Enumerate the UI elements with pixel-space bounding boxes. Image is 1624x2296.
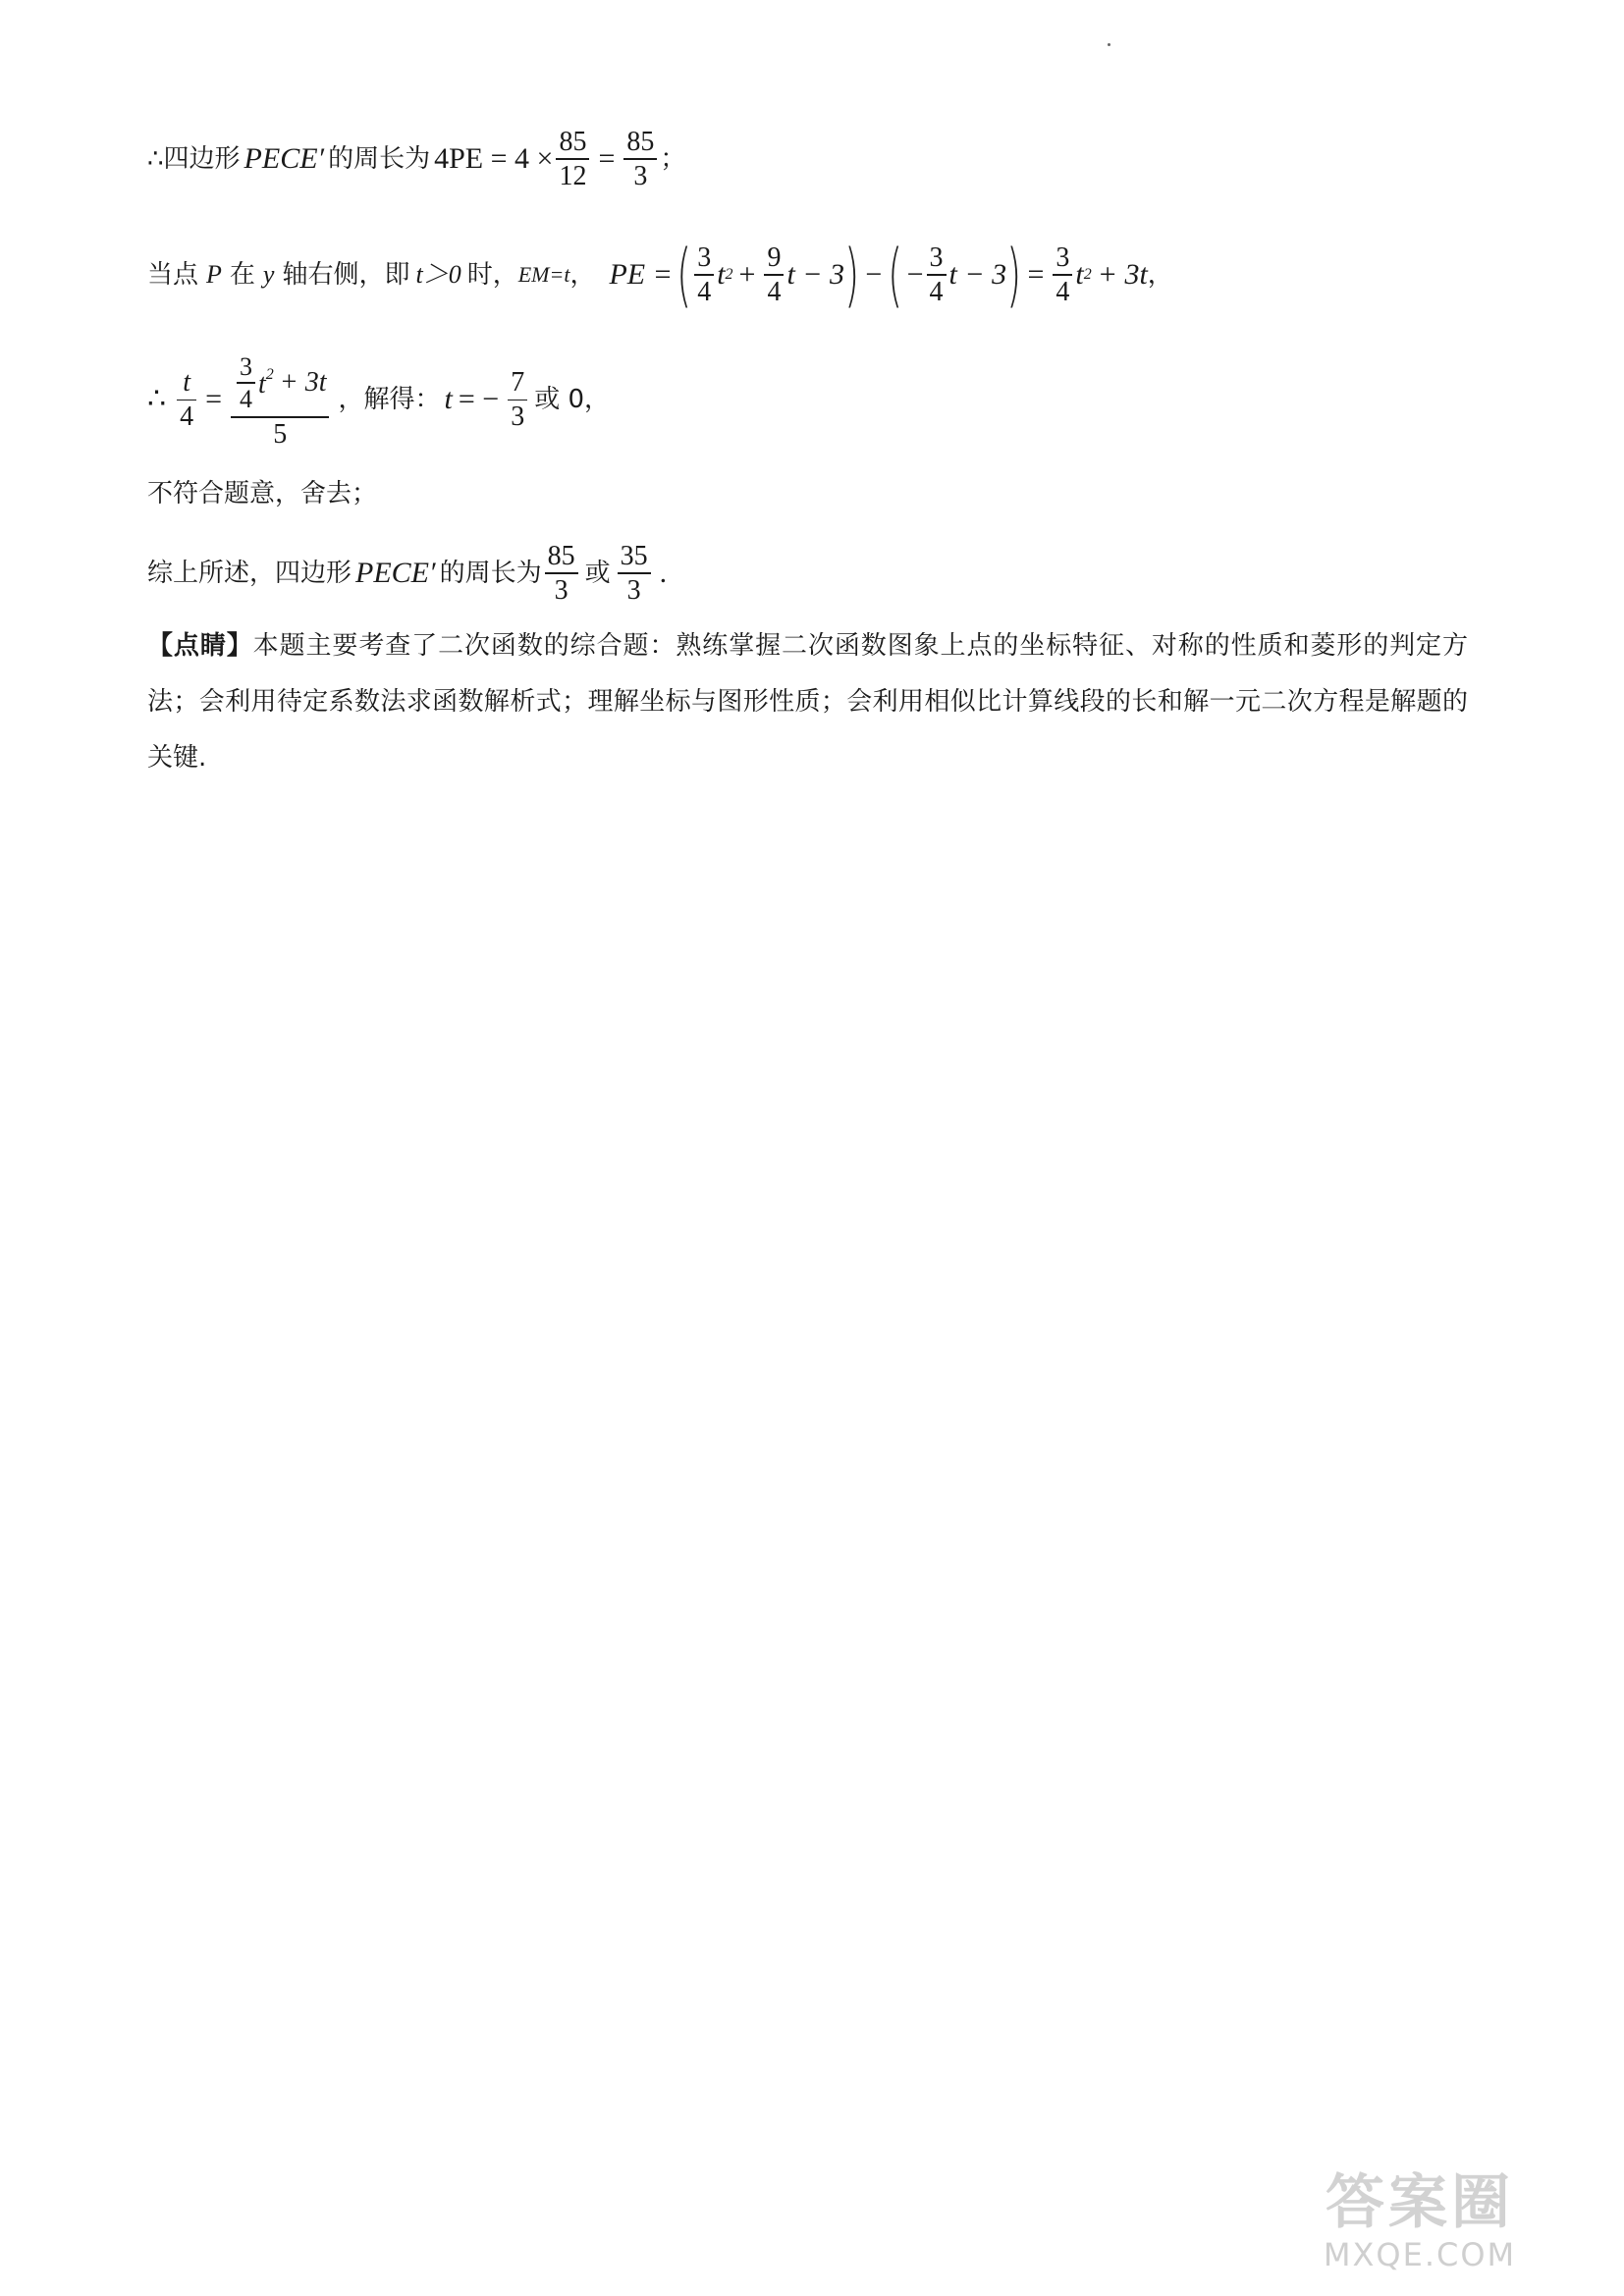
- equals-sign: =: [598, 142, 616, 176]
- frac-numerator: 35: [620, 541, 648, 571]
- frac-denominator: 4: [767, 276, 782, 307]
- condition-t: t＞0: [415, 260, 461, 289]
- text-segment: 在: [229, 260, 255, 290]
- comment-tag: 【点睛】: [147, 631, 253, 661]
- frac-denominator: 3: [511, 401, 525, 433]
- equals-sign: =: [1027, 258, 1045, 291]
- fraction-85-12: [556, 126, 589, 192]
- right-paren: ): [1006, 235, 1022, 315]
- t-squared: [717, 260, 732, 290]
- case-right-line: [147, 235, 1173, 315]
- frac-numerator: 3: [1056, 241, 1070, 273]
- plus-3t: + 3t: [1097, 258, 1148, 291]
- fraction-3-4: [694, 241, 714, 308]
- line1-shape: PECE′: [244, 142, 325, 176]
- text-segment: 轴右侧，即: [282, 260, 410, 290]
- fraction-3-4: [237, 351, 255, 414]
- t-var: t: [444, 383, 453, 416]
- negative-sign: −: [906, 258, 924, 291]
- compound-fraction: [231, 349, 329, 451]
- compound-numerator: [231, 349, 329, 416]
- line1-prefix: ∴四边形: [147, 144, 241, 175]
- comment-paragraph: [147, 618, 1468, 786]
- frac-numerator: 3: [697, 241, 712, 273]
- quadrilateral-name: PECE′: [355, 557, 436, 590]
- frac-numerator: t: [183, 367, 190, 399]
- speck-mark: [1108, 43, 1110, 46]
- fraction-9-4: [764, 241, 784, 308]
- t-squared: [258, 367, 274, 399]
- perimeter-line-1: [147, 126, 685, 192]
- exponent-2: 2: [265, 365, 274, 383]
- reject-line: 不符合题意，舍去；: [147, 479, 378, 508]
- frac-denominator: 4: [240, 384, 253, 413]
- therefore-symbol: ∴: [147, 383, 167, 416]
- plus-3t: + 3t: [279, 367, 327, 399]
- t-minus-3: t − 3: [948, 258, 1007, 291]
- frac-numerator: 7: [511, 367, 525, 399]
- plus-sign: +: [738, 258, 756, 291]
- equals-negative: = −: [458, 383, 500, 416]
- or-zero-text: 或 0，: [534, 385, 610, 415]
- frac-numerator: 85: [559, 127, 587, 157]
- em-equals-t: EM=t: [517, 262, 570, 287]
- fraction-35-3: [618, 540, 651, 607]
- fraction-t-4: [177, 366, 196, 433]
- equation-line: [147, 349, 610, 451]
- text-segment: 时，: [466, 260, 518, 290]
- t-squared: [1075, 260, 1091, 290]
- frac-denominator: 4: [180, 401, 194, 433]
- line1-end: ；: [660, 144, 686, 175]
- frac-denominator: 4: [1056, 276, 1070, 307]
- frac-denominator: 3: [554, 574, 568, 606]
- conclusion-line: [147, 540, 667, 607]
- watermark-logo: [1272, 2168, 1567, 2276]
- axis-y: y: [262, 260, 275, 289]
- t-minus-3: t − 3: [786, 258, 845, 291]
- right-paren: ): [844, 235, 860, 315]
- t-var: t: [258, 368, 266, 400]
- comment-body: 本题主要考查了二次函数的综合题：熟练掌握二次函数图象上点的坐标特征、对称的性质和菱形的判定方法；会利用待定系数法求函数解析式；理解坐标与图形性质；会利用相似比计算线段的长和解一元二次方程是解题的关键.: [147, 631, 1468, 773]
- solve-text: ，解得：: [338, 385, 441, 415]
- watermark-top-text: 答案圈: [1326, 2168, 1514, 2237]
- fraction-85-3: [623, 126, 657, 192]
- t-var: t: [1075, 258, 1084, 291]
- pe-lhs: PE =: [609, 258, 673, 291]
- frac-denominator: 4: [929, 276, 944, 307]
- exponent-2: 2: [725, 266, 733, 283]
- frac-numerator: 9: [767, 241, 782, 273]
- minus-sign: −: [865, 258, 883, 291]
- frac-numerator: 3: [929, 241, 944, 273]
- comma: ，: [1147, 260, 1173, 290]
- frac-denominator: 3: [633, 160, 648, 191]
- line1-mid: 的周长为: [328, 144, 431, 175]
- frac-denominator: 4: [697, 276, 712, 307]
- exponent-2: 2: [1083, 266, 1092, 283]
- equals-sign: =: [205, 383, 223, 416]
- line1-expr: 4PE = 4 ×: [434, 142, 554, 176]
- fraction-3-4: [927, 241, 947, 308]
- fraction-3-4: [1053, 241, 1072, 308]
- comma: ，: [569, 260, 596, 290]
- frac-denominator: 3: [626, 574, 641, 606]
- frac-denominator: 12: [559, 160, 587, 191]
- t-var: t: [717, 258, 726, 291]
- text-segment: 综上所述，四边形: [147, 559, 352, 589]
- watermark-bottom-text: MXQE.COM: [1323, 2236, 1517, 2273]
- text-segment: 当点: [147, 260, 199, 290]
- period: .: [659, 557, 668, 590]
- point-p: P: [206, 260, 222, 289]
- left-paren: (: [677, 235, 692, 315]
- fraction-7-3: [508, 366, 527, 433]
- left-paren: (: [888, 235, 903, 315]
- or-text: 或: [584, 559, 611, 589]
- frac-denominator: 5: [273, 418, 288, 450]
- text-segment: 的周长为: [439, 559, 542, 589]
- frac-numerator: 3: [240, 352, 253, 381]
- fraction-85-3: [545, 540, 578, 607]
- frac-numerator: 85: [626, 127, 655, 157]
- frac-numerator: 85: [547, 541, 575, 571]
